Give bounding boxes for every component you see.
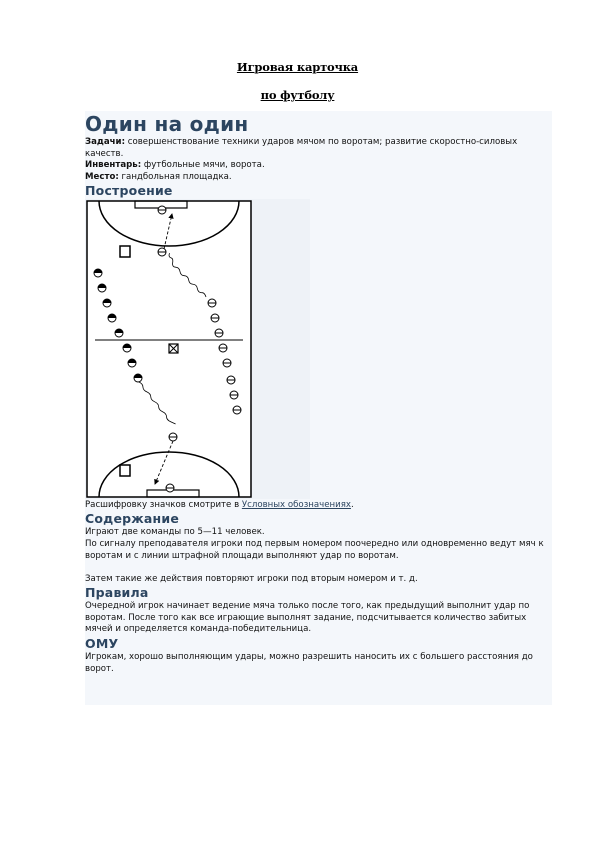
rules-text: Очередной игрок начинает ведение мяча только после того, как предыдущий выполнит удар по воротам. После того как все играющие выполнят задание, подсчитывается количество забитых мячей и определяется команда-победительница. [85, 601, 530, 635]
field-diagram-svg [85, 199, 310, 499]
content-paragraph-3: Затем такие же действия повторяют игроки под вторым номером и т. д. [85, 574, 418, 584]
tasks-label: Задачи: [85, 137, 126, 147]
document-title-line2: по футболу [260, 88, 335, 102]
omu-heading: ОМУ [85, 636, 119, 651]
content-heading: Содержание [85, 511, 180, 526]
legend-note [85, 500, 555, 512]
document-title-line1: Игровая карточка [236, 60, 359, 74]
tasks-paragraph [85, 137, 555, 160]
tasks-text: совершенствование техники ударов мячом по воротам; развитие скоростно-силовых качеств. [85, 137, 518, 159]
place-label: Место: [85, 172, 119, 182]
content-paragraph-1: Играют две команды по 5—11 человек. [85, 527, 265, 537]
legend-text: Расшифровку значков смотрите в [85, 500, 240, 510]
legend-link[interactable]: Условных обозначениях [241, 500, 351, 510]
cone-marker-bottom [120, 465, 130, 476]
omu-text: Игрокам, хорошо выполняющим удары, можно разрешить наносить их с большего расстояния до ворот. [85, 652, 533, 674]
legend-period: . [350, 500, 354, 510]
content-paragraph-2: По сигналу преподавателя игроки под первым номером поочередно или одновременно ведут мяч к воротам и с линии штрафной площади выполняют удар по воротам. [85, 539, 544, 561]
place-paragraph [85, 172, 555, 184]
field-diagram [85, 199, 310, 499]
equipment-label: Инвентарь: [85, 160, 142, 170]
setup-heading: Построение [85, 183, 173, 198]
goalkeeper-top [158, 206, 166, 214]
rules-heading: Правила [85, 585, 149, 600]
game-title: Один на один [85, 112, 249, 136]
place-text: гандбольная площадка. [121, 172, 232, 182]
goalkeeper-bottom [166, 484, 174, 492]
cone-marker-top [120, 246, 130, 257]
equipment-text: футбольные мячи, ворота. [143, 160, 265, 170]
equipment-paragraph [85, 160, 555, 172]
